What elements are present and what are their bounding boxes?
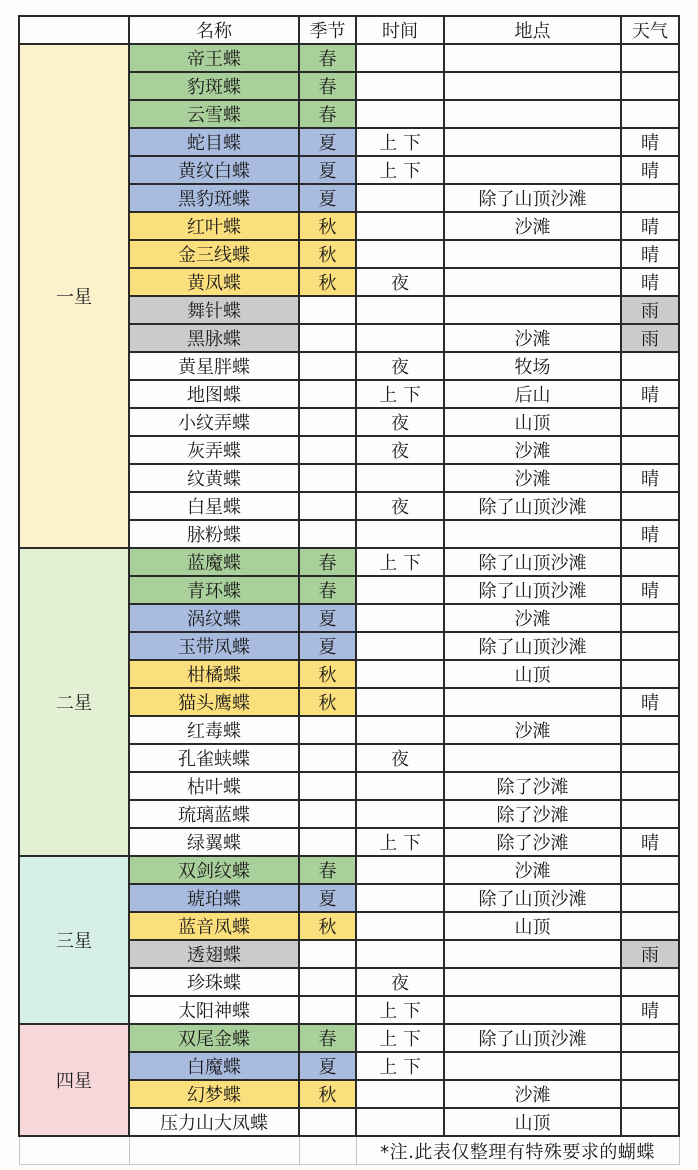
place-cell: 山顶 <box>444 408 621 436</box>
weather-cell: 晴 <box>621 464 679 492</box>
name-cell: 黑豹斑蝶 <box>129 184 299 212</box>
weather-cell <box>621 1024 679 1052</box>
name-cell: 黑脉蝶 <box>129 324 299 352</box>
name-cell: 黄纹白蝶 <box>129 156 299 184</box>
name-cell: 红毒蝶 <box>129 716 299 744</box>
time-cell <box>356 1080 444 1108</box>
footer-empty-season <box>299 1136 356 1165</box>
footnote: *注.此表仅整理有特殊要求的蝴蝶 <box>356 1136 679 1165</box>
place-cell <box>444 744 621 772</box>
group-label: 三星 <box>19 856 129 1024</box>
season-cell: 春 <box>299 576 356 604</box>
weather-cell <box>621 884 679 912</box>
season-cell: 秋 <box>299 688 356 716</box>
time-cell: 上 下 <box>356 156 444 184</box>
table-footer <box>19 1136 679 1165</box>
place-cell <box>444 1052 621 1080</box>
season-cell <box>299 436 356 464</box>
season-cell <box>299 1108 356 1136</box>
time-cell <box>356 632 444 660</box>
season-cell: 秋 <box>299 268 356 296</box>
time-cell <box>356 296 444 324</box>
weather-cell <box>621 184 679 212</box>
time-cell: 上 下 <box>356 828 444 856</box>
place-cell: 山顶 <box>444 912 621 940</box>
time-cell <box>356 100 444 128</box>
weather-cell: 晴 <box>621 240 679 268</box>
name-cell: 琥珀蝶 <box>129 884 299 912</box>
time-cell <box>356 324 444 352</box>
header-name: 名称 <box>129 16 299 44</box>
name-cell: 双尾金蝶 <box>129 1024 299 1052</box>
weather-cell: 晴 <box>621 688 679 716</box>
name-cell: 小纹弄蝶 <box>129 408 299 436</box>
weather-cell: 晴 <box>621 268 679 296</box>
place-cell <box>444 968 621 996</box>
weather-cell: 晴 <box>621 576 679 604</box>
place-cell <box>444 240 621 268</box>
time-cell <box>356 520 444 548</box>
weather-cell <box>621 72 679 100</box>
name-cell: 金三线蝶 <box>129 240 299 268</box>
time-cell <box>356 212 444 240</box>
season-cell: 秋 <box>299 912 356 940</box>
time-cell: 夜 <box>356 744 444 772</box>
time-cell <box>356 184 444 212</box>
season-cell <box>299 716 356 744</box>
weather-cell <box>621 492 679 520</box>
footer-empty-name <box>129 1136 299 1165</box>
season-cell: 秋 <box>299 212 356 240</box>
time-cell: 上 下 <box>356 380 444 408</box>
weather-cell: 晴 <box>621 828 679 856</box>
season-cell: 秋 <box>299 660 356 688</box>
table-row <box>19 1024 679 1052</box>
name-cell: 孔雀蛱蝶 <box>129 744 299 772</box>
season-cell: 春 <box>299 1024 356 1052</box>
name-cell: 枯叶蝶 <box>129 772 299 800</box>
header-row <box>19 16 679 44</box>
place-cell: 牧场 <box>444 352 621 380</box>
name-cell: 白星蝶 <box>129 492 299 520</box>
place-cell <box>444 688 621 716</box>
season-cell: 夏 <box>299 632 356 660</box>
name-cell: 幻梦蝶 <box>129 1080 299 1108</box>
name-cell: 帝王蝶 <box>129 44 299 72</box>
time-cell <box>356 464 444 492</box>
time-cell: 夜 <box>356 436 444 464</box>
place-cell: 除了沙滩 <box>444 828 621 856</box>
time-cell: 夜 <box>356 968 444 996</box>
weather-cell <box>621 912 679 940</box>
weather-cell <box>621 436 679 464</box>
place-cell <box>444 268 621 296</box>
season-cell <box>299 940 356 968</box>
name-cell: 双剑纹蝶 <box>129 856 299 884</box>
name-cell: 玉带凤蝶 <box>129 632 299 660</box>
place-cell <box>444 940 621 968</box>
header-season: 季节 <box>299 16 356 44</box>
time-cell: 夜 <box>356 352 444 380</box>
weather-cell <box>621 660 679 688</box>
season-cell: 夏 <box>299 184 356 212</box>
weather-cell <box>621 856 679 884</box>
name-cell: 透翅蝶 <box>129 940 299 968</box>
place-cell <box>444 520 621 548</box>
name-cell: 豹斑蝶 <box>129 72 299 100</box>
name-cell: 灰弄蝶 <box>129 436 299 464</box>
place-cell: 除了沙滩 <box>444 800 621 828</box>
table-row <box>19 548 679 576</box>
time-cell <box>356 72 444 100</box>
weather-cell <box>621 408 679 436</box>
place-cell: 沙滩 <box>444 212 621 240</box>
time-cell <box>356 660 444 688</box>
weather-cell <box>621 1108 679 1136</box>
weather-cell: 雨 <box>621 296 679 324</box>
season-cell: 春 <box>299 856 356 884</box>
weather-cell: 晴 <box>621 520 679 548</box>
season-cell: 夏 <box>299 884 356 912</box>
season-cell: 夏 <box>299 156 356 184</box>
name-cell: 琉璃蓝蝶 <box>129 800 299 828</box>
time-cell: 上 下 <box>356 996 444 1024</box>
name-cell: 脉粉蝶 <box>129 520 299 548</box>
name-cell: 蛇目蝶 <box>129 128 299 156</box>
time-cell: 夜 <box>356 268 444 296</box>
season-cell <box>299 492 356 520</box>
place-cell <box>444 296 621 324</box>
header-weather: 天气 <box>621 16 679 44</box>
weather-cell: 晴 <box>621 996 679 1024</box>
table-body <box>19 44 679 1136</box>
name-cell: 珍珠蝶 <box>129 968 299 996</box>
weather-cell: 晴 <box>621 128 679 156</box>
time-cell <box>356 856 444 884</box>
place-cell: 除了山顶沙滩 <box>444 632 621 660</box>
footer-empty-group <box>19 1136 129 1165</box>
place-cell: 除了山顶沙滩 <box>444 1024 621 1052</box>
time-cell <box>356 912 444 940</box>
name-cell: 压力山大凤蝶 <box>129 1108 299 1136</box>
place-cell: 沙滩 <box>444 324 621 352</box>
place-cell: 沙滩 <box>444 716 621 744</box>
weather-cell: 雨 <box>621 940 679 968</box>
time-cell <box>356 884 444 912</box>
place-cell: 后山 <box>444 380 621 408</box>
place-cell: 山顶 <box>444 660 621 688</box>
name-cell: 蓝音凤蝶 <box>129 912 299 940</box>
place-cell: 除了山顶沙滩 <box>444 576 621 604</box>
season-cell <box>299 968 356 996</box>
name-cell: 绿翼蝶 <box>129 828 299 856</box>
weather-cell <box>621 716 679 744</box>
time-cell <box>356 604 444 632</box>
time-cell: 夜 <box>356 408 444 436</box>
time-cell <box>356 716 444 744</box>
group-label: 四星 <box>19 1024 129 1136</box>
table-row <box>19 856 679 884</box>
season-cell <box>299 352 356 380</box>
weather-cell <box>621 772 679 800</box>
weather-cell <box>621 352 679 380</box>
place-cell <box>444 44 621 72</box>
season-cell: 夏 <box>299 604 356 632</box>
season-cell <box>299 464 356 492</box>
time-cell <box>356 44 444 72</box>
name-cell: 蓝魔蝶 <box>129 548 299 576</box>
name-cell: 太阳神蝶 <box>129 996 299 1024</box>
season-cell: 春 <box>299 44 356 72</box>
name-cell: 黄凤蝶 <box>129 268 299 296</box>
season-cell <box>299 380 356 408</box>
season-cell <box>299 744 356 772</box>
season-cell: 春 <box>299 548 356 576</box>
weather-cell: 雨 <box>621 324 679 352</box>
weather-cell: 晴 <box>621 212 679 240</box>
season-cell <box>299 772 356 800</box>
place-cell: 沙滩 <box>444 856 621 884</box>
name-cell: 涡纹蝶 <box>129 604 299 632</box>
header-place: 地点 <box>444 16 621 44</box>
place-cell: 沙滩 <box>444 464 621 492</box>
group-label: 二星 <box>19 548 129 856</box>
time-cell <box>356 800 444 828</box>
weather-cell <box>621 632 679 660</box>
name-cell: 云雪蝶 <box>129 100 299 128</box>
season-cell: 夏 <box>299 1052 356 1080</box>
place-cell <box>444 72 621 100</box>
weather-cell <box>621 44 679 72</box>
season-cell: 秋 <box>299 1080 356 1108</box>
season-cell <box>299 800 356 828</box>
place-cell: 沙滩 <box>444 1080 621 1108</box>
name-cell: 黄星胖蝶 <box>129 352 299 380</box>
table-row <box>19 44 679 72</box>
weather-cell <box>621 604 679 632</box>
weather-cell <box>621 800 679 828</box>
weather-cell <box>621 744 679 772</box>
season-cell <box>299 324 356 352</box>
weather-cell <box>621 968 679 996</box>
season-cell <box>299 408 356 436</box>
name-cell: 纹黄蝶 <box>129 464 299 492</box>
weather-cell <box>621 1080 679 1108</box>
season-cell <box>299 296 356 324</box>
header-group-blank <box>19 16 129 44</box>
season-cell: 春 <box>299 100 356 128</box>
name-cell: 红叶蝶 <box>129 212 299 240</box>
group-label: 一星 <box>19 44 129 548</box>
place-cell <box>444 128 621 156</box>
season-cell: 春 <box>299 72 356 100</box>
place-cell: 除了山顶沙滩 <box>444 492 621 520</box>
season-cell <box>299 996 356 1024</box>
name-cell: 青环蝶 <box>129 576 299 604</box>
time-cell <box>356 240 444 268</box>
season-cell <box>299 828 356 856</box>
time-cell <box>356 576 444 604</box>
season-cell <box>299 520 356 548</box>
header-time: 时间 <box>356 16 444 44</box>
time-cell <box>356 1108 444 1136</box>
weather-cell <box>621 548 679 576</box>
name-cell: 舞针蝶 <box>129 296 299 324</box>
place-cell: 山顶 <box>444 1108 621 1136</box>
name-cell: 猫头鹰蝶 <box>129 688 299 716</box>
time-cell: 上 下 <box>356 1052 444 1080</box>
butterfly-table <box>18 15 680 1165</box>
season-cell: 秋 <box>299 240 356 268</box>
place-cell: 除了山顶沙滩 <box>444 184 621 212</box>
footer-row <box>19 1136 679 1165</box>
weather-cell: 晴 <box>621 156 679 184</box>
place-cell: 除了山顶沙滩 <box>444 884 621 912</box>
place-cell: 沙滩 <box>444 436 621 464</box>
season-cell: 夏 <box>299 128 356 156</box>
place-cell: 除了沙滩 <box>444 772 621 800</box>
time-cell <box>356 772 444 800</box>
table-header <box>19 16 679 44</box>
time-cell <box>356 688 444 716</box>
weather-cell <box>621 100 679 128</box>
weather-cell: 晴 <box>621 380 679 408</box>
name-cell: 地图蝶 <box>129 380 299 408</box>
weather-cell <box>621 1052 679 1080</box>
time-cell: 上 下 <box>356 548 444 576</box>
place-cell <box>444 996 621 1024</box>
place-cell <box>444 156 621 184</box>
place-cell: 沙滩 <box>444 604 621 632</box>
time-cell: 上 下 <box>356 128 444 156</box>
place-cell: 除了山顶沙滩 <box>444 548 621 576</box>
time-cell: 夜 <box>356 492 444 520</box>
name-cell: 柑橘蝶 <box>129 660 299 688</box>
place-cell <box>444 100 621 128</box>
name-cell: 白魔蝶 <box>129 1052 299 1080</box>
time-cell: 上 下 <box>356 1024 444 1052</box>
time-cell <box>356 940 444 968</box>
